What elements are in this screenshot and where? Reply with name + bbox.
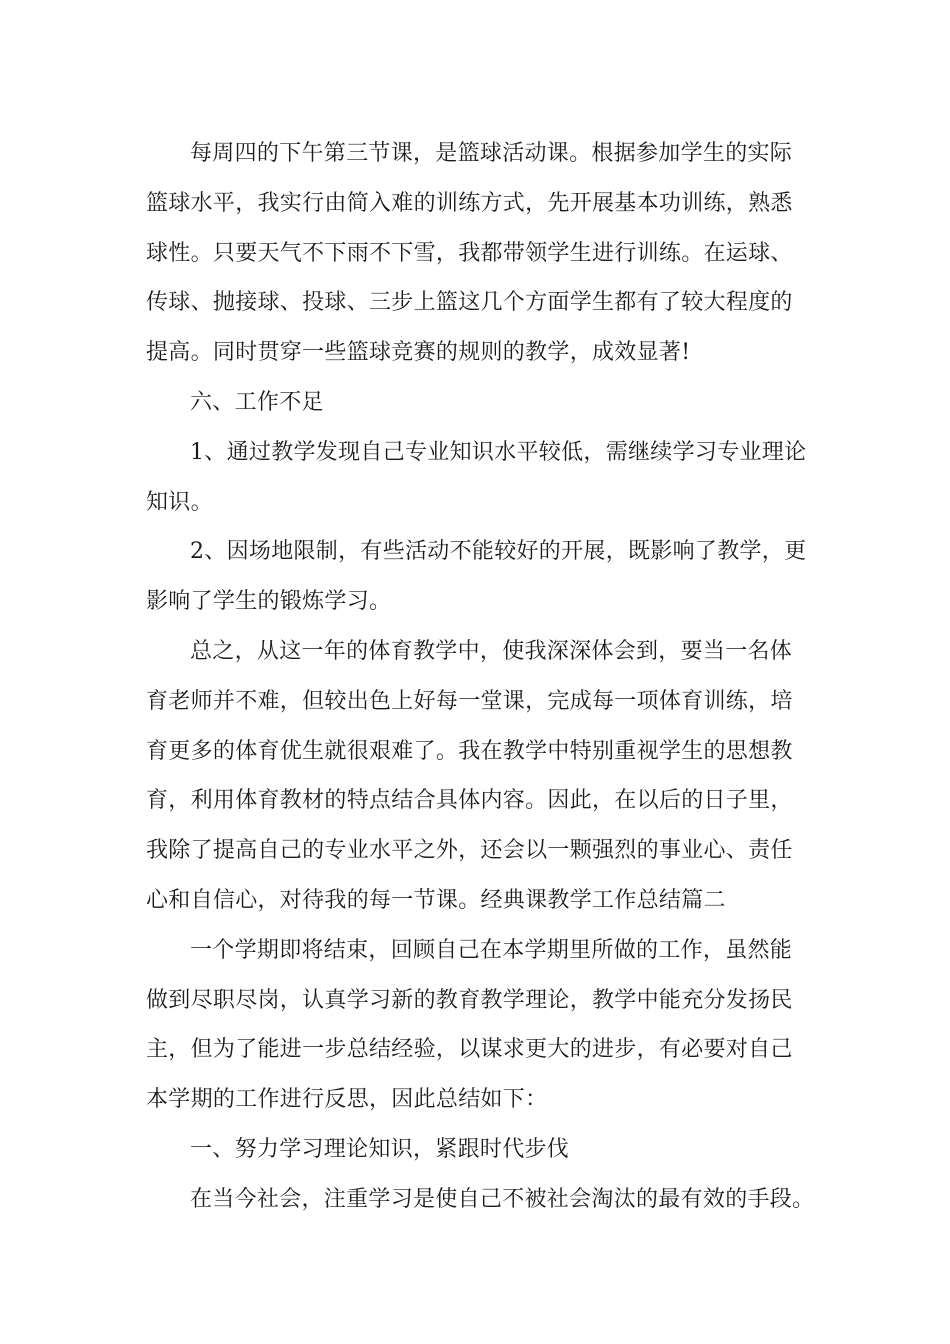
text-line: 总之，从这一年的体育教学中，使我深深体会到，要当一名体 <box>190 638 793 664</box>
section-heading-shortcomings <box>146 378 816 428</box>
text-line: 1、通过教学发现自己专业知识水平较低，需继续学习专业理论 <box>190 439 807 465</box>
text-line: 育老师并不难，但较出色上好每一堂课，完成每一项体育训练，培 <box>146 688 793 714</box>
paragraph-semester-intro <box>146 926 816 1125</box>
heading-text: 一、努力学习理论知识，紧跟时代步伐 <box>190 1136 570 1162</box>
text-line: 影响了学生的锻炼学习。 <box>146 589 392 615</box>
text-line: 在当今社会，注重学习是使自己不被社会淘汰的最有效的手段。 <box>190 1186 815 1212</box>
paragraph-shortcoming-1 <box>146 428 816 528</box>
paragraph-conclusion <box>146 627 816 926</box>
text-line: 我除了提高自己的专业水平之外，还会以一颗强烈的事业心、责任 <box>146 838 793 864</box>
text-line: 提高。同时贯穿一些篮球竞赛的规则的教学，成效显著! <box>146 340 691 366</box>
text-line: 传球、抛接球、投球、三步上篮这几个方面学生都有了较大程度的 <box>146 290 793 316</box>
text-line: 篮球水平，我实行由简入难的训练方式，先开展基本功训练，熟悉 <box>146 190 793 216</box>
document-body <box>146 129 816 1225</box>
text-line: 知识。 <box>146 489 213 515</box>
paragraph-study-importance <box>146 1175 816 1225</box>
section-heading-study-theory <box>146 1125 816 1175</box>
text-line: 心和自信心，对待我的每一节课。经典课教学工作总结篇二 <box>146 887 726 913</box>
heading-text: 六、工作不足 <box>190 389 324 415</box>
text-line: 做到尽职尽岗，认真学习新的教育教学理论，教学中能充分发扬民 <box>146 987 793 1013</box>
text-line: 本学期的工作进行反思，因此总结如下： <box>146 1087 548 1113</box>
text-line: 每周四的下午第三节课，是篮球活动课。根据参加学生的实际 <box>190 141 793 166</box>
text-line: 主，但为了能进一步总结经验，以谋求更大的进步，有必要对自己 <box>146 1037 793 1063</box>
text-line: 育，利用体育教材的特点结合具体内容。因此，在以后的日子里， <box>146 788 793 814</box>
text-line: 2、因场地限制，有些活动不能较好的开展，既影响了教学，更 <box>190 539 807 565</box>
paragraph-basketball-activity <box>146 129 816 378</box>
text-line: 育更多的体育优生就很艰难了。我在教学中特别重视学生的思想教 <box>146 738 793 764</box>
text-line: 一个学期即将结束，回顾自己在本学期里所做的工作，虽然能 <box>190 937 793 963</box>
paragraph-shortcoming-2 <box>146 527 816 627</box>
text-line: 球性。只要天气不下雨不下雪，我都带领学生进行训练。在运球、 <box>146 240 793 266</box>
